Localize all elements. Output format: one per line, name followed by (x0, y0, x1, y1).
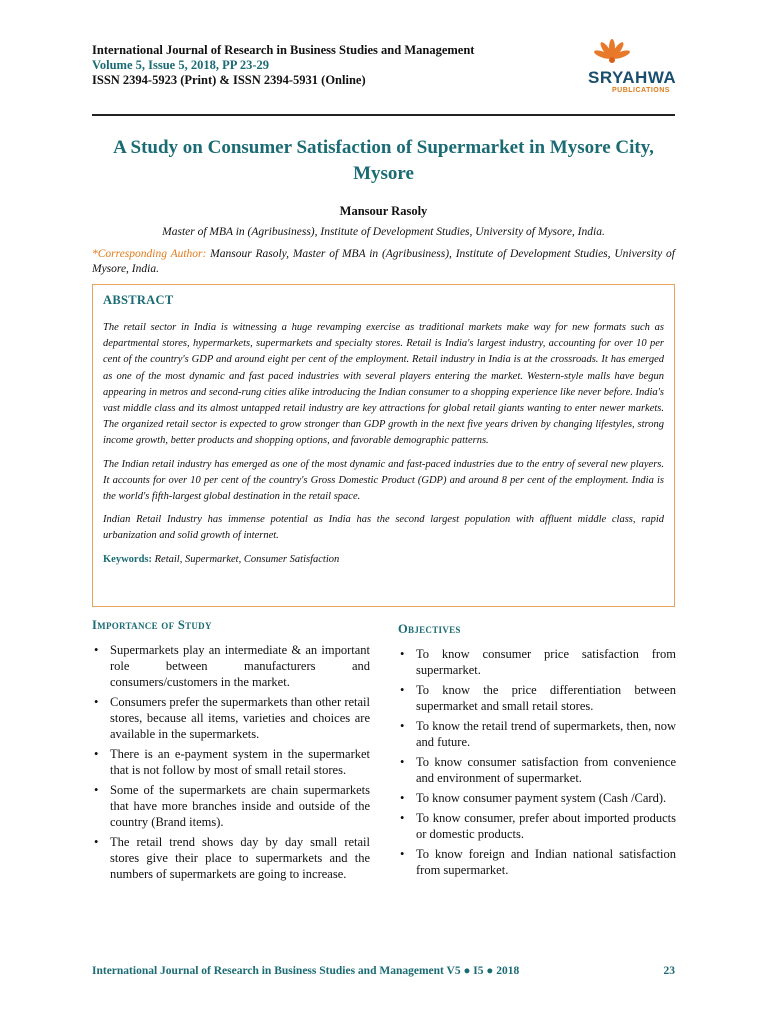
page-footer (92, 965, 675, 977)
corresponding-label: *Corresponding Author: (92, 248, 207, 260)
bullet-icon: • (400, 647, 405, 661)
list-item (92, 782, 370, 830)
importance-section (92, 618, 370, 886)
abstract-paragraph: Indian Retail Industry has immense potential as India has the second largest population with affluent middle class, rapid urbanization and solid growth of internet. (103, 514, 664, 542)
list-item-text: To know the retail trend of supermarkets, then, now and future. (416, 719, 676, 749)
list-item-text: To know consumer satisfaction from convenience and environment of supermarket. (416, 755, 676, 785)
publisher-logo (578, 38, 678, 96)
author-affiliation: Master of MBA in (Agribusiness), Institute of Development Studies, University of Mysore, India. (162, 226, 605, 238)
corresponding-author (92, 247, 675, 277)
list-item (398, 682, 676, 714)
lotus-icon (592, 38, 632, 70)
list-item-text: To know foreign and Indian national satisfaction from supermarket. (416, 847, 676, 877)
corresponding-text: Mansour Rasoly, Master of MBA in (Agribusiness), Institute of Development Studies, University of Mysore, India. (92, 248, 675, 275)
footer-journal: International Journal of Research in Business Studies and Management V5 ● I5 ● 2018 (92, 965, 520, 977)
list-item-text: To know consumer price satisfaction from supermarket. (416, 647, 676, 677)
bullet-icon: • (400, 811, 405, 825)
bullet-icon: • (94, 695, 99, 709)
page-number: 23 (663, 965, 675, 977)
bullet-icon: • (94, 643, 99, 657)
journal-name: International Journal of Research in Business Studies and Management (92, 43, 475, 57)
list-item-text: To know consumer, prefer about imported products or domestic products. (416, 811, 676, 841)
author-name: Mansour Rasoly (339, 204, 428, 218)
list-item-text: There is an e-payment system in the supermarket that is not follow by most of small retail stores. (110, 747, 370, 777)
list-item (398, 646, 676, 678)
importance-heading: Importance of Study (92, 618, 212, 632)
bullet-icon: • (400, 755, 405, 769)
journal-header (92, 43, 512, 88)
journal-issn: ISSN 2394-5923 (Print) & ISSN 2394-5931 (Online) (92, 73, 366, 87)
list-item-text: Some of the supermarkets are chain supermarkets that have more branches inside and outside of the country (Brand items). (110, 783, 370, 829)
keywords-text: Retail, Supermarket, Consumer Satisfaction (152, 553, 340, 565)
objectives-heading: Objectives (398, 622, 461, 636)
list-item-text: The retail trend shows day by day small retail stores give their place to supermarkets and the numbers of supermarkets are going to increase. (110, 835, 370, 881)
publisher-name: SRYAHWA (588, 68, 677, 87)
abstract-box (92, 284, 675, 607)
list-item (398, 810, 676, 842)
list-item-text: Consumers prefer the supermarkets than other retail stores, because all items, varieties and choices are available in the supermarkets. (110, 695, 370, 741)
list-item (92, 746, 370, 778)
objectives-section (398, 622, 676, 882)
list-item (398, 718, 676, 750)
list-item (398, 754, 676, 786)
bullet-icon: • (400, 719, 405, 733)
objectives-list (398, 646, 676, 878)
abstract-heading: ABSTRACT (103, 293, 174, 307)
list-item-text: To know the price differentiation between supermarket and small retail stores. (416, 683, 676, 713)
list-item (92, 642, 370, 690)
list-item (398, 790, 676, 806)
abstract-paragraph: The Indian retail industry has emerged as one of the most dynamic and fast-paced industries due to the entry of several new players. It accounts for over 10 per cent of the country's Gross Domestic Product (GDP) and around 8 per cent of the employment. India is the world's fifth-largest global destination in the retail space. (103, 458, 664, 503)
keywords (103, 552, 664, 568)
keywords-label: Keywords: (103, 553, 152, 565)
bullet-icon: • (400, 791, 405, 805)
header-rule (92, 114, 675, 116)
bullet-icon: • (94, 835, 99, 849)
paper-title: A Study on Consumer Satisfaction of Supermarket in Mysore City, Mysore (113, 137, 654, 184)
list-item-text: To know consumer payment system (Cash /Card). (416, 791, 667, 805)
importance-list (92, 642, 370, 882)
list-item (398, 846, 676, 878)
abstract-paragraph: The retail sector in India is witnessing a huge revamping exercise as traditional markets make way for new formats such as departmental stores, hypermarkets, supermarkets and specialty stores. Retail is India's largest industry, accounting for over 10 per cent of the country's GDP and around eight per cent of the employment. Retail industry in India is at the crossroads. It has emerged as one of the most dynamic and fast paced industries with several players entering the market. Western-style malls have begun appearing in metros and second-rung cities alike introducing the Indian consumer to a shopping experience like never before. India's vast middle class and its almost untapped retail industry are key attractions for global retail giants wanting to enter newer markets. The organized retail sector is expected to grow stronger than GDP growth in the next five years driven by changing lifestyles, strong income growth, better products and shopping options, and favorable demographic patterns. (103, 322, 664, 447)
publisher-sub: PUBLICATIONS (612, 87, 670, 94)
list-item (92, 694, 370, 742)
journal-volume: Volume 5, Issue 5, 2018, PP 23-29 (92, 58, 269, 72)
bullet-icon: • (94, 783, 99, 797)
bullet-icon: • (400, 683, 405, 697)
bullet-icon: • (400, 847, 405, 861)
list-item (92, 834, 370, 882)
bullet-icon: • (94, 747, 99, 761)
list-item-text: Supermarkets play an intermediate & an important role between manufacturers and consumers/customers in the market. (110, 643, 370, 689)
